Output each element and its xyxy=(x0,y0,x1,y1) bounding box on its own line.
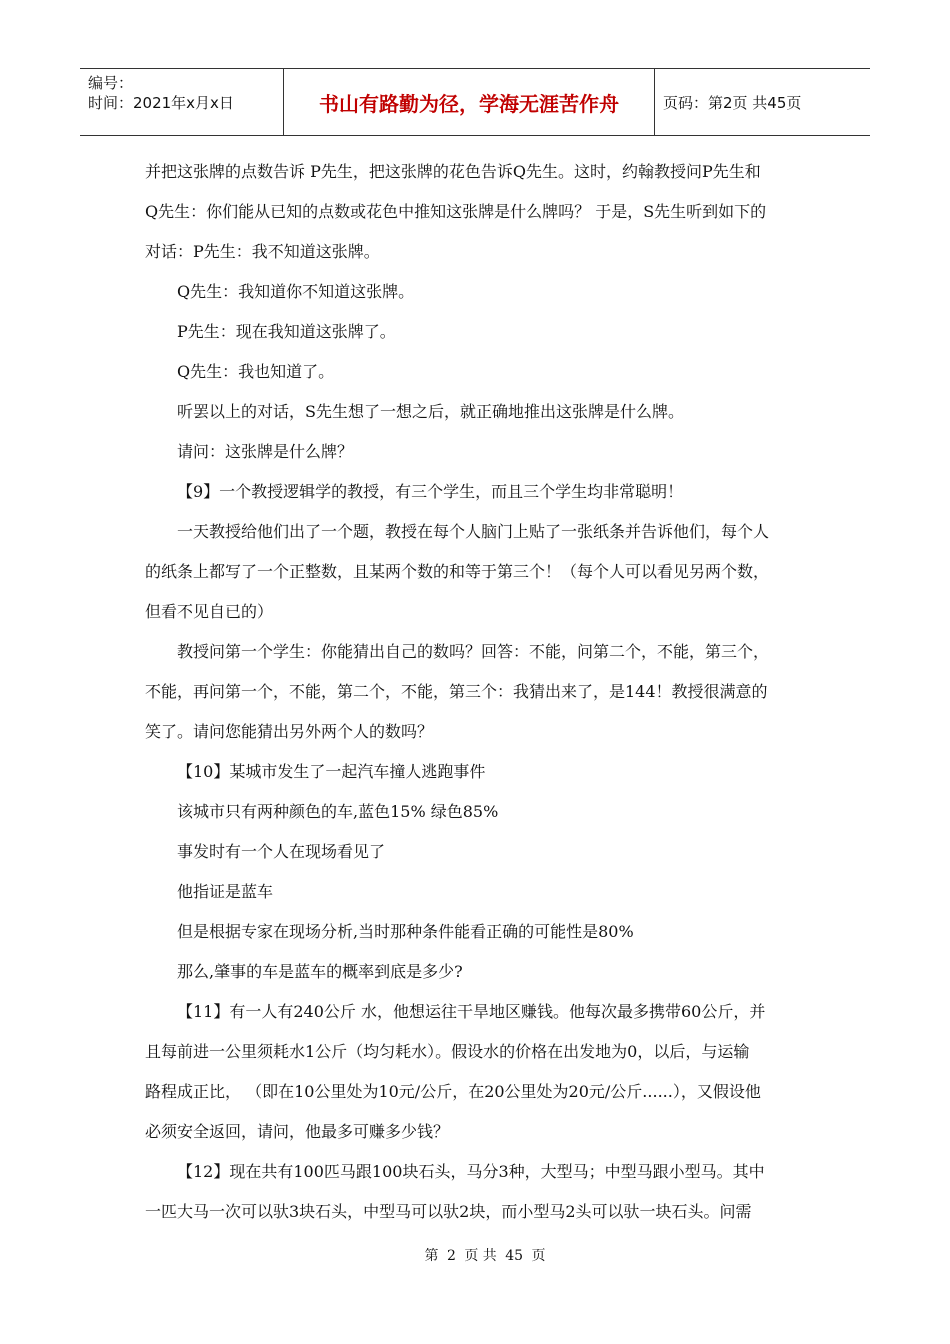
question-12-title: 【12】现在共有100匹马跟100块石头，马分3种，大型马；中型马跟小型马。其中 xyxy=(177,1162,765,1181)
text-line: 对话：P先生：我不知道这张牌。 xyxy=(145,242,380,261)
text-line: 笑了。请问您能猜出另外两个人的数吗？ xyxy=(145,722,434,741)
question-11-title: 【11】有一人有240公斤 水，他想运往干旱地区赚钱。他每次最多携带60公斤，并 xyxy=(177,1002,766,1021)
footer-suffix: 页 xyxy=(531,1248,546,1264)
text-line: 听罢以上的对话，S先生想了一想之后，就正确地推出这张牌是什么牌。 xyxy=(177,402,684,421)
footer-page-number: 2 xyxy=(446,1248,456,1264)
text-line: 必须安全返回，请问，他最多可赚多少钱？ xyxy=(145,1122,450,1141)
page-footer xyxy=(0,1245,950,1265)
footer-prefix: 第 xyxy=(424,1248,439,1264)
text-line: P先生：现在我知道这张牌了。 xyxy=(177,322,396,341)
footer-total-pages: 45 xyxy=(505,1248,524,1264)
text-line: 但看不见自已的） xyxy=(145,602,274,621)
text-line: 事发时有一个人在现场看见了 xyxy=(177,842,386,861)
text-line: Q先生：你们能从已知的点数或花色中推知这张牌是什么牌吗？ 于是，S先生听到如下的 xyxy=(145,202,767,221)
date-line: 时间：2021年x月x日 xyxy=(88,94,234,112)
text-line: 且每前进一公里须耗水1公斤（均匀耗水）。假设水的价格在出发地为0，以后，与运输 xyxy=(145,1042,750,1061)
header-info xyxy=(80,69,283,135)
text-line: 一天教授给他们出了一个题，教授在每个人脑门上贴了一张纸条并告诉他们，每个人 xyxy=(177,522,770,541)
text-line: 那么,肇事的车是蓝车的概率到底是多少? xyxy=(177,962,463,981)
text-line: 但是根据专家在现场分析,当时那种条件能看正确的可能性是80% xyxy=(177,922,634,941)
page-code: 页码：第2页 共45页 xyxy=(663,93,802,112)
text-line: Q先生：我知道你不知道这张牌。 xyxy=(177,282,415,301)
text-line: 教授问第一个学生：你能猜出自己的数吗？回答：不能，问第二个，不能，第三个， xyxy=(177,642,770,661)
text-line: 他指证是蓝车 xyxy=(177,882,274,901)
text-line: 路程成正比， （即在10公里处为10元/公斤，在20公里处为20元/公斤......），又假设他 xyxy=(145,1082,761,1101)
text-line: 请问：这张牌是什么牌？ xyxy=(177,442,354,461)
footer-mid: 页 共 xyxy=(464,1248,497,1264)
text-line: Q先生：我也知道了。 xyxy=(177,362,335,381)
text-line: 一匹大马一次可以驮3块石头，中型马可以驮2块，而小型马2头可以驮一块石头。问需 xyxy=(145,1202,752,1221)
serial-label: 编号： xyxy=(88,74,134,92)
text-line: 该城市只有两种颜色的车,蓝色15% 绿色85% xyxy=(177,802,499,821)
question-10-title: 【10】某城市发生了一起汽车撞人逃跑事件 xyxy=(177,762,486,781)
text-line: 的纸条上都写了一个正整数，且某两个数的和等于第三个！（每个人可以看见另两个数， xyxy=(145,562,770,581)
motto: 书山有路勤为径，学海无涯苦作舟 xyxy=(283,69,655,135)
question-9-title: 【9】一个教授逻辑学的教授，有三个学生，而且三个学生均非常聪明！ xyxy=(177,482,684,501)
text-line: 不能，再问第一个，不能，第二个，不能，第三个：我猜出来了，是144！教授很满意的 xyxy=(145,682,768,701)
page-header xyxy=(80,68,870,136)
text-line: 并把这张牌的点数告诉 P先生，把这张牌的花色告诉Q先生。这时，约翰教授问P先生和 xyxy=(145,162,761,181)
document-body xyxy=(145,152,805,1232)
